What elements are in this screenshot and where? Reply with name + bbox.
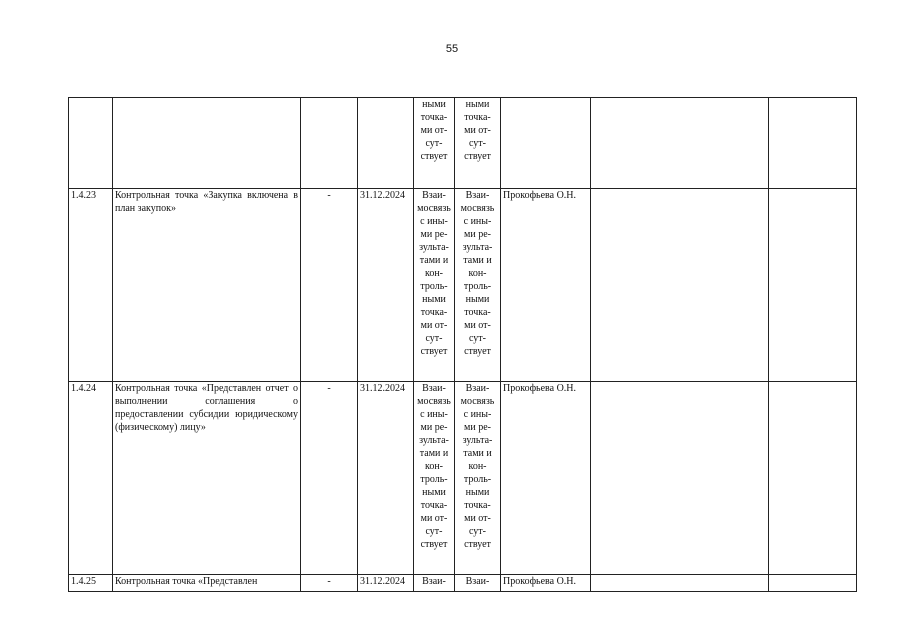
item-extra-cell xyxy=(769,382,857,575)
relation-text-line: ствует xyxy=(464,151,491,162)
relation-text-line: ными xyxy=(422,487,446,498)
item-extra-cell xyxy=(769,189,857,382)
relation-text-line: сут- xyxy=(468,333,486,344)
item-responsible-cell xyxy=(501,98,591,189)
relation-text-line: ми от- xyxy=(464,125,491,136)
relation-text-line: ми ре- xyxy=(464,229,491,240)
relation-text-line: с ины- xyxy=(420,216,448,227)
relation-text-line: тами и xyxy=(463,448,492,459)
item-relation-cell-2 xyxy=(455,575,501,592)
relation-text-line: Взаи- xyxy=(422,576,446,587)
relation-text-line: точка- xyxy=(420,307,448,318)
item-start-cell: - xyxy=(301,382,358,575)
relation-text-line: мосвязь xyxy=(417,203,451,214)
item-date-cell: 31.12.2024 xyxy=(358,382,414,575)
relation-text-line: точка- xyxy=(464,500,491,511)
relation-text-line: сут- xyxy=(468,526,486,537)
table-row xyxy=(69,189,857,382)
relation-text-line: точка- xyxy=(464,112,491,123)
item-name-cell: Контрольная точка «Закупка включена в план закупок» xyxy=(113,189,301,382)
relation-text-line: ми ре- xyxy=(420,422,448,433)
page-number: 55 xyxy=(445,43,459,55)
item-notes-cell xyxy=(591,189,769,382)
item-relation-cell xyxy=(414,575,455,592)
relation-text-line: точка- xyxy=(464,307,491,318)
item-responsible-cell: Прокофьева О.Н. xyxy=(501,382,591,575)
relation-text-line: ствует xyxy=(420,151,448,162)
relation-text-line: ствует xyxy=(420,539,448,550)
relation-text-line: мосвязь xyxy=(460,203,495,214)
table-row xyxy=(69,98,857,189)
relation-text-line: сут- xyxy=(468,138,486,149)
relation-text-line: ми от- xyxy=(420,125,448,136)
relation-text-line: ными xyxy=(465,99,490,110)
item-start-cell xyxy=(301,98,358,189)
relation-text-line: Взаи- xyxy=(422,190,446,201)
item-start-cell: - xyxy=(301,575,358,592)
relation-text-line: троль- xyxy=(420,281,448,292)
relation-text-line: зульта- xyxy=(419,435,449,446)
relation-text-line: тами и xyxy=(463,255,492,266)
relation-text-line: Взаи- xyxy=(465,576,490,587)
relation-text-line: сут- xyxy=(425,138,443,149)
relation-text-line: кон- xyxy=(424,268,444,279)
relation-text-line: ми от- xyxy=(420,513,448,524)
relation-text-line: ствует xyxy=(464,346,491,357)
item-code-cell: 1.4.24 xyxy=(69,382,113,575)
item-notes-cell xyxy=(591,382,769,575)
relation-text-line: кон- xyxy=(468,461,487,472)
relation-text-line: сут- xyxy=(425,333,443,344)
relation-text-line: ми ре- xyxy=(464,422,491,433)
relation-text-line: ми от- xyxy=(420,320,448,331)
item-name-cell: Контрольная точка «Представлен отчет о выполнении соглашения о предоставлении субсидии юридическому (физическому) лицу» xyxy=(113,382,301,575)
relation-text-line: с ины- xyxy=(420,409,448,420)
item-date-cell: 31.12.2024 xyxy=(358,189,414,382)
item-date-cell: 31.12.2024 xyxy=(358,575,414,592)
relation-text-line: ствует xyxy=(464,539,491,550)
relation-text-line: ными xyxy=(465,487,490,498)
item-date-cell xyxy=(358,98,414,189)
relation-text-line: ными xyxy=(422,99,446,110)
item-responsible-cell: Прокофьева О.Н. xyxy=(501,189,591,382)
relation-text-line: точка- xyxy=(420,112,448,123)
relation-text-line: тами и xyxy=(419,448,449,459)
item-start-cell: - xyxy=(301,189,358,382)
item-code-cell: 1.4.25 xyxy=(69,575,113,592)
table-row xyxy=(69,575,857,592)
relation-text-line: Взаи- xyxy=(465,190,490,201)
table-row xyxy=(69,382,857,575)
relation-text-line: ми от- xyxy=(464,320,491,331)
item-extra-cell xyxy=(769,98,857,189)
relation-text-line: зульта- xyxy=(462,435,493,446)
item-relation-cell xyxy=(414,382,455,575)
relation-text-line: ми от- xyxy=(464,513,491,524)
relation-text-line: зульта- xyxy=(462,242,493,253)
item-notes-cell xyxy=(591,98,769,189)
relation-text-line: мосвязь xyxy=(460,396,495,407)
relation-text-line: кон- xyxy=(468,268,487,279)
relation-text-line: точка- xyxy=(420,500,448,511)
relation-text-line: с ины- xyxy=(463,216,492,227)
item-code-cell: 1.4.23 xyxy=(69,189,113,382)
item-extra-cell xyxy=(769,575,857,592)
relation-text-line: ствует xyxy=(420,346,448,357)
item-notes-cell xyxy=(591,575,769,592)
relation-text-line: Взаи- xyxy=(422,383,446,394)
relation-text-line: Взаи- xyxy=(465,383,490,394)
item-name-cell xyxy=(113,98,301,189)
relation-text-line: ными xyxy=(465,294,490,305)
relation-text-line: зульта- xyxy=(419,242,449,253)
item-relation-cell-2 xyxy=(455,189,501,382)
relation-text-line: мосвязь xyxy=(417,396,451,407)
relation-text-line: тами и xyxy=(419,255,449,266)
relation-text-line: ми ре- xyxy=(420,229,448,240)
relation-text-line: троль- xyxy=(420,474,448,485)
item-relation-cell-2 xyxy=(455,382,501,575)
relation-text-line: троль- xyxy=(463,281,492,292)
item-relation-cell xyxy=(414,98,455,189)
item-responsible-cell: Прокофьева О.Н. xyxy=(501,575,591,592)
relation-text-line: кон- xyxy=(424,461,444,472)
item-relation-cell-2 xyxy=(455,98,501,189)
relation-text-line: ными xyxy=(422,294,446,305)
relation-text-line: троль- xyxy=(463,474,492,485)
plan-table xyxy=(68,97,857,592)
item-relation-cell xyxy=(414,189,455,382)
relation-text-line: с ины- xyxy=(463,409,492,420)
relation-text-line: сут- xyxy=(425,526,443,537)
item-code-cell xyxy=(69,98,113,189)
item-name-cell: Контрольная точка «Представлен xyxy=(113,575,301,592)
